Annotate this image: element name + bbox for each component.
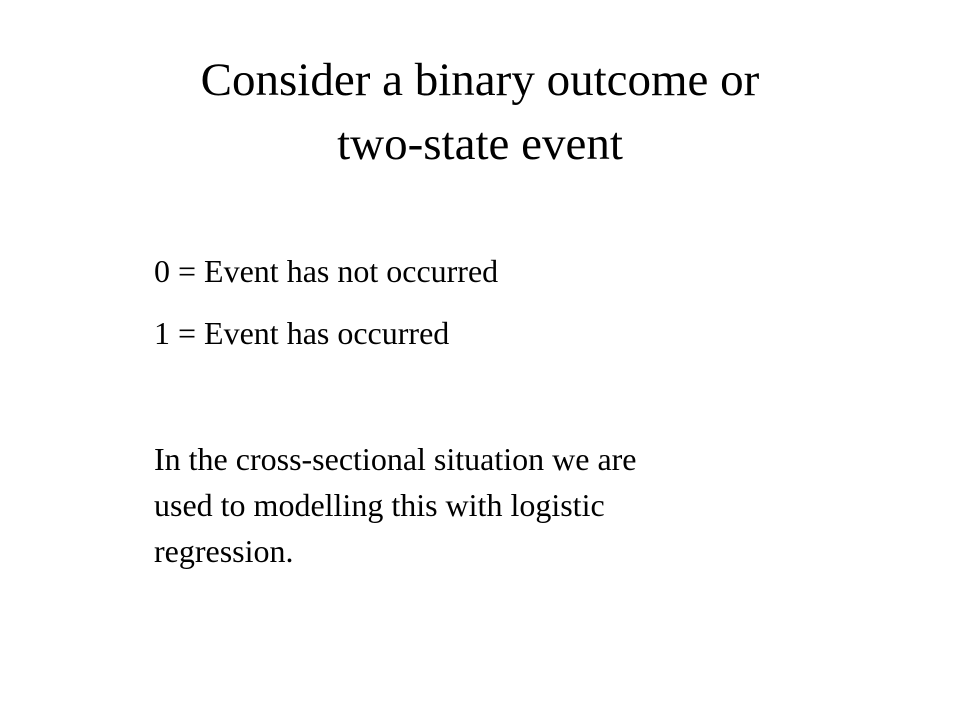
paragraph-line-1: In the cross-sectional situation we are [154,441,637,477]
slide-title [60,48,900,176]
definition-occurred: 1 = Event has occurred [154,315,450,351]
paragraph-line-3: regression. [154,533,294,569]
definition-not-occurred: 0 = Event has not occurred [154,253,499,289]
explanation-paragraph [154,436,874,574]
paragraph-line-2: used to modelling this with logistic [154,487,605,523]
title-line-2: two-state event [337,118,623,170]
title-line-1: Consider a binary outcome or [200,54,760,106]
